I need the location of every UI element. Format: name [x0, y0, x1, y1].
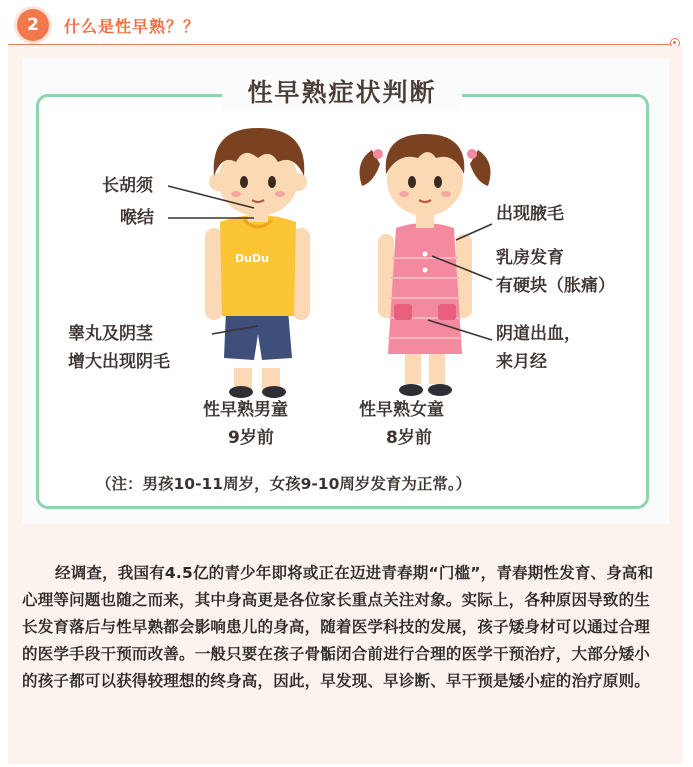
- girl-caption-line2: 8岁前: [386, 428, 432, 448]
- boy-caption-line1: 性早熟男童: [203, 400, 288, 420]
- section-number-badge: 2: [17, 9, 49, 41]
- label-breast-line2: 有硬块（胀痛）: [496, 276, 615, 296]
- infographic-note: （注：男孩10-11周岁，女孩9-10周岁发育为正常。）: [96, 475, 472, 493]
- body-paragraph: 经调查，我国有4.5亿的青少年即将或正在迈进青春期“门槛”，青春期性发育、身高和心理等问题也随之而来，其中身高更是各位家长重点关注对象。实际上，各种原因导致的生长发育落后与性早熟都会影响患儿的身高，随着医学科技的发展，孩子矮身材可以通过合理的医学手段干预而改善。一般只要在孩子骨骺闭合前进行合理的医学干预治疗，大部分矮小的孩子都可以获得较理想的终身高，因此，早发现、早诊断、早干预是矮小症的治疗原则。: [22, 564, 654, 690]
- label-beard: 长胡须: [102, 176, 153, 196]
- shirt-text: DuDu: [235, 252, 269, 265]
- section-title: 什么是性早熟？？: [64, 17, 201, 36]
- girl-caption-line1: 性早熟女童: [359, 400, 444, 420]
- label-genitals-line1: 睾丸及阴茎: [68, 324, 153, 344]
- label-bleed-line2: 来月经: [496, 352, 547, 372]
- label-bleed-line1: 阴道出血，: [496, 324, 581, 344]
- infographic-title: 性早熟症状判断: [222, 76, 462, 110]
- label-adams-apple: 喉结: [120, 208, 154, 228]
- infographic-image: [22, 58, 669, 524]
- label-armpit: 出现腋毛: [496, 204, 564, 224]
- section-header: [0, 0, 693, 48]
- header-divider: [8, 44, 676, 45]
- boy-caption-line2: 9岁前: [228, 428, 274, 448]
- label-breast-line1: 乳房发育: [496, 248, 564, 268]
- boy-figure: [205, 128, 310, 398]
- girl-figure: [360, 134, 491, 396]
- label-genitals-line2: 增大出现阴毛: [68, 352, 170, 372]
